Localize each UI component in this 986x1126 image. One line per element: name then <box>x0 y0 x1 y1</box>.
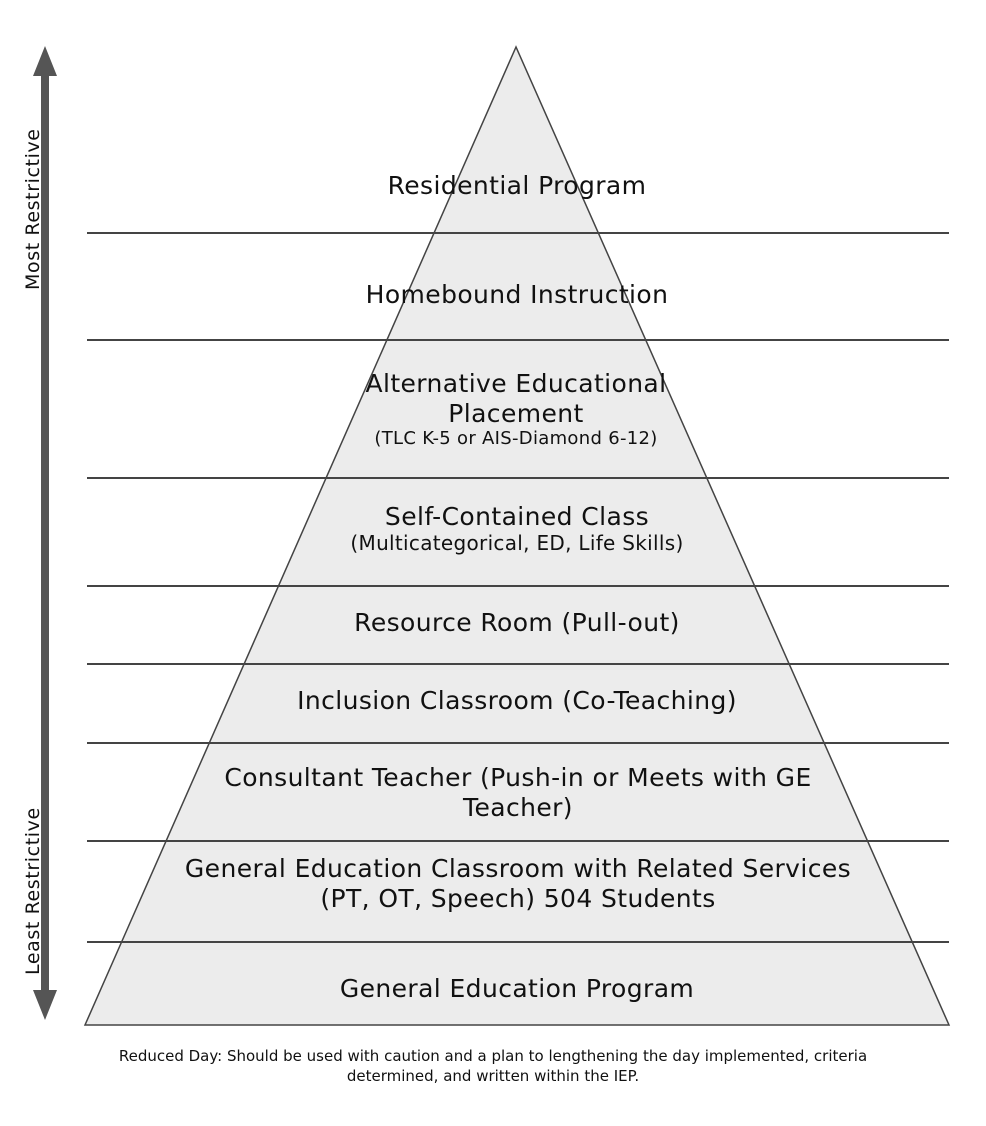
level-consultant-teacher <box>218 763 818 822</box>
most-restrictive-label: Most Restrictive <box>22 128 44 290</box>
level-self-contained-class <box>85 502 949 555</box>
level-title: General Education Classroom with Related Services (PT, OT, Speech) 504 Students <box>184 854 852 913</box>
level-title: Resource Room (Pull-out) <box>354 608 680 637</box>
footnote-text: Reduced Day: Should be used with caution and a plan to lengthening the day implemented, criteria determined, and written within the IEP. <box>118 1047 868 1086</box>
level-general-education-program <box>85 974 949 1004</box>
level-inclusion-classroom <box>85 686 949 716</box>
arrow-up-icon <box>33 46 57 76</box>
level-title: Inclusion Classroom (Co-Teaching) <box>297 686 737 715</box>
least-restrictive-label: Least Restrictive <box>22 807 44 975</box>
reduced-day-footnote <box>0 1046 986 1087</box>
level-title: Self-Contained Class <box>384 502 650 531</box>
level-title: General Education Program <box>339 974 695 1003</box>
level-alternative-placement <box>334 369 698 449</box>
level-title: Homebound Instruction <box>365 280 669 309</box>
arrow-down-icon <box>33 990 57 1020</box>
level-resource-room <box>85 608 949 638</box>
level-title: Alternative Educational Placement <box>365 369 667 428</box>
level-note: (Multicategorical, ED, Life Skills) <box>350 530 684 555</box>
level-title: Residential Program <box>387 171 647 200</box>
level-title: Consultant Teacher (Push-in or Meets with GE Teacher) <box>224 763 812 822</box>
level-note: (TLC K-5 or AIS-Diamond 6-12) <box>374 428 658 449</box>
level-gen-ed-related-services <box>160 854 876 913</box>
level-residential-program <box>85 171 949 201</box>
level-homebound-instruction <box>85 280 949 310</box>
